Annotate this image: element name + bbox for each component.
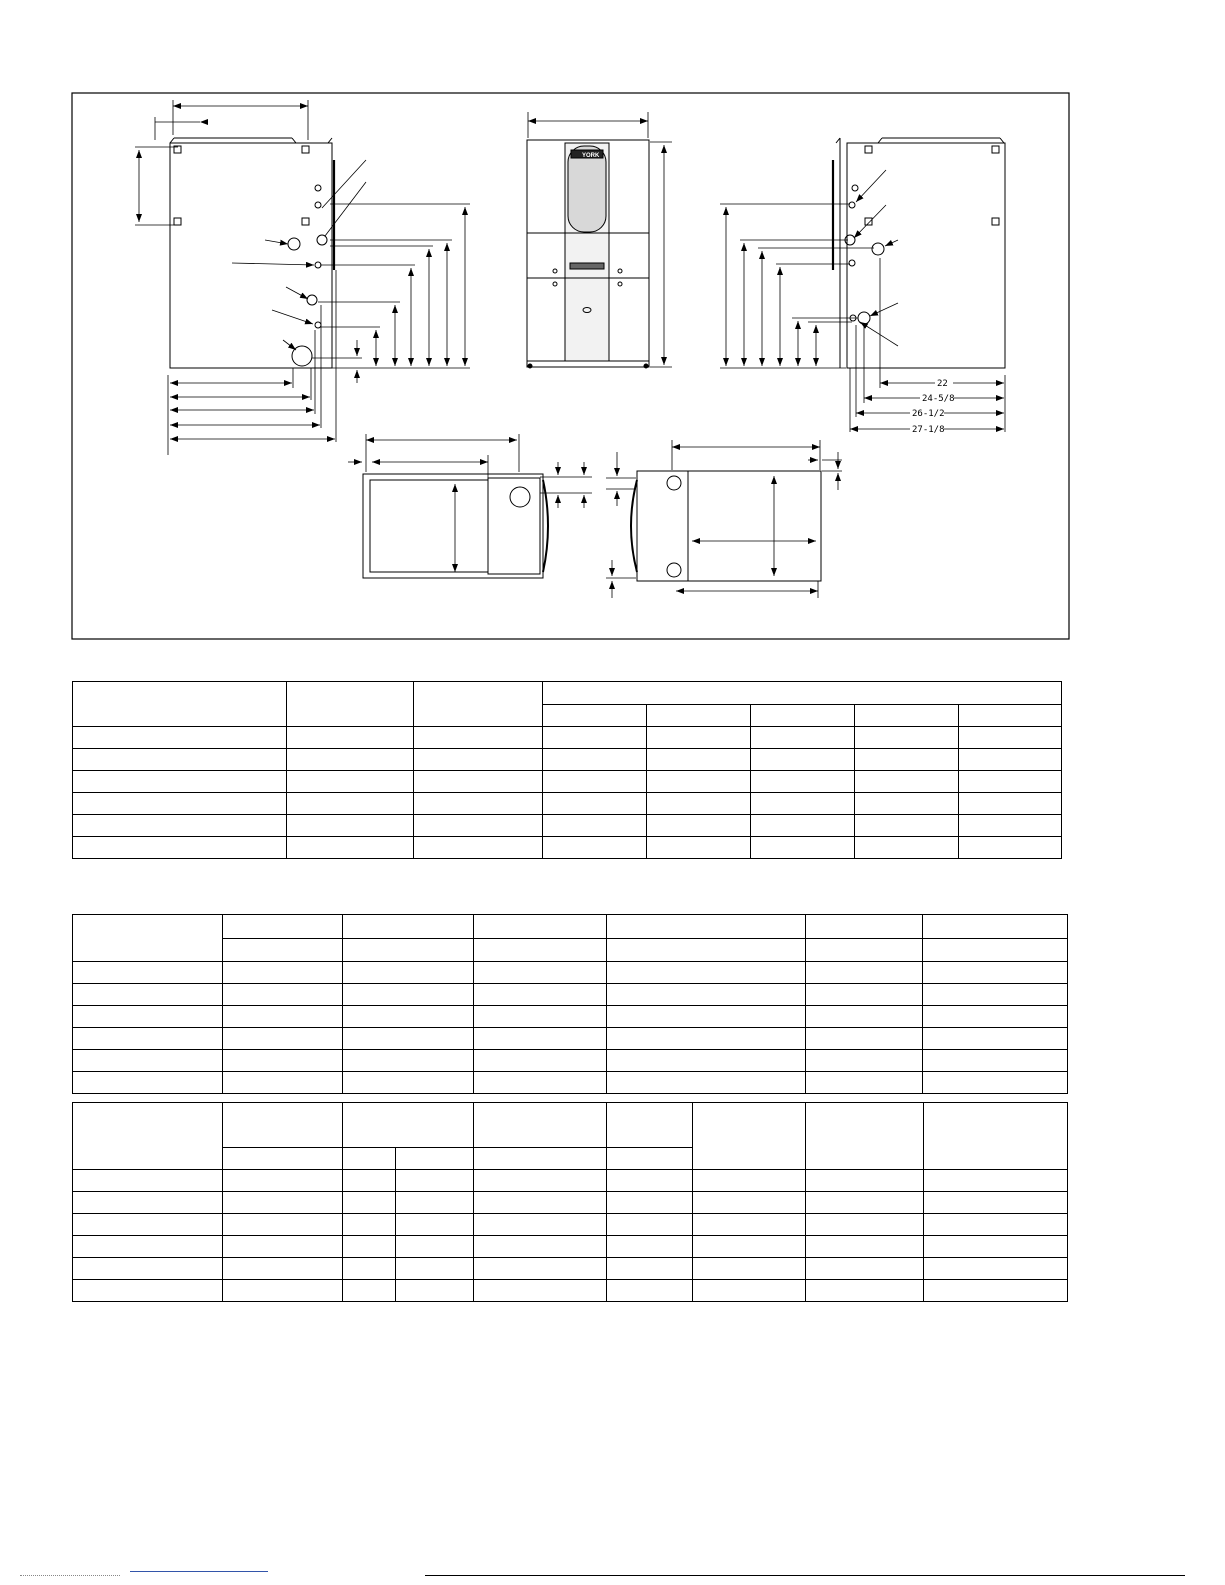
right-side-dimensions xyxy=(720,170,1005,432)
dimension-label: 22 xyxy=(937,379,948,389)
table-cell xyxy=(806,915,923,939)
left-side-view xyxy=(170,138,334,368)
table-cell xyxy=(607,1103,693,1148)
table-cell xyxy=(855,704,959,727)
table-cell xyxy=(959,704,1062,727)
footer-link[interactable] xyxy=(130,1571,268,1572)
table-row xyxy=(73,1006,1068,1028)
table-row xyxy=(73,1050,1068,1072)
table-cell xyxy=(647,704,751,727)
table-cell xyxy=(223,1103,343,1148)
table-cell xyxy=(223,915,343,939)
table-cell xyxy=(543,682,1062,705)
table-row xyxy=(73,1072,1068,1094)
table-cell xyxy=(73,1103,223,1170)
table-cell xyxy=(343,915,474,939)
ratings-table xyxy=(72,914,1068,1094)
table-cell xyxy=(73,682,287,727)
table-cell xyxy=(924,1103,1068,1170)
dimensions-table xyxy=(72,681,1062,859)
table-row xyxy=(73,793,1062,815)
table-row xyxy=(73,1280,1068,1302)
table-cell xyxy=(923,915,1068,939)
table-row xyxy=(73,1214,1068,1236)
table-row xyxy=(73,837,1062,859)
table-row xyxy=(73,1028,1068,1050)
brand-label: YORK xyxy=(582,153,600,159)
table-cell xyxy=(287,682,414,727)
footer-rule xyxy=(425,1575,1185,1576)
table-row xyxy=(73,749,1062,771)
right-side-dimension-labels xyxy=(910,378,955,435)
front-view xyxy=(527,112,672,368)
table-cell xyxy=(73,915,223,962)
table-cell xyxy=(806,1103,924,1170)
table-cell xyxy=(474,915,607,939)
table-cell xyxy=(343,1103,474,1148)
table-row xyxy=(73,984,1068,1006)
dimension-label: 27-1/8 xyxy=(912,425,945,435)
table-row xyxy=(73,727,1062,749)
table-cell xyxy=(543,704,647,727)
right-side-view xyxy=(833,138,1005,368)
table-cell xyxy=(414,682,543,727)
table-row xyxy=(73,1258,1068,1280)
table-row xyxy=(73,815,1062,837)
table-cell xyxy=(751,704,855,727)
top-view-right xyxy=(606,440,842,598)
table-row xyxy=(73,1170,1068,1192)
dimension-label: 24-5/8 xyxy=(922,394,955,404)
table-row xyxy=(73,962,1068,984)
dimension-label: 26-1/2 xyxy=(912,409,945,419)
table-cell xyxy=(474,1103,607,1148)
footer-dotted-rule xyxy=(20,1575,120,1576)
electrical-table xyxy=(72,1102,1068,1302)
table-cell xyxy=(607,915,806,939)
table-cell xyxy=(693,1103,806,1170)
table-row xyxy=(73,771,1062,793)
table-row xyxy=(73,1192,1068,1214)
top-view-left xyxy=(348,434,592,578)
table-row xyxy=(73,1236,1068,1258)
